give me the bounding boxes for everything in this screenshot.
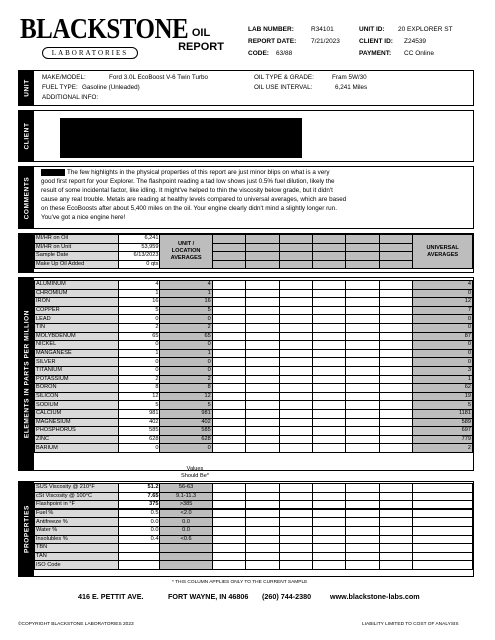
values-should-be-header: Values Should Be*: [181, 466, 209, 479]
element-universal-avg: 0: [413, 358, 473, 367]
element-value: 0: [118, 315, 160, 324]
element-value: 5: [118, 306, 160, 315]
element-value: 4: [118, 281, 160, 290]
make-label: MAKE/MODEL:: [42, 74, 86, 81]
element-name: CHROMIUM: [35, 289, 119, 298]
summary-table: [34, 234, 473, 269]
comment-line-4: cause any real trouble. Metals are reading at healthy levels compared to universal averages, which are based: [41, 196, 347, 203]
property-should-be: 56-63: [160, 484, 212, 493]
property-value: 51.2: [118, 484, 160, 493]
element-unit-avg: 0: [160, 366, 212, 375]
element-name: TITANIUM: [35, 366, 119, 375]
element-value: 12: [118, 392, 160, 401]
property-row: [35, 526, 473, 535]
element-name: SILVER: [35, 358, 119, 367]
element-name: BORON: [35, 384, 119, 393]
property-should-be: [160, 552, 212, 561]
interval-value: 6,241 Miles: [335, 84, 368, 91]
element-unit-avg: 1: [160, 349, 212, 358]
comment-line-5: on these EcoBoosts after about 5,400 miles on the oil. Your engine clearly didn't mind a slightly longer run.: [41, 205, 337, 212]
element-unit-avg: 628: [160, 435, 212, 444]
properties-table: [34, 483, 473, 570]
elements-table: [34, 280, 473, 453]
unit-tab: UNIT: [19, 71, 34, 105]
element-row: [35, 366, 473, 375]
element-unit-avg: 5: [160, 306, 212, 315]
element-value: 2: [118, 375, 160, 384]
comments-section: [18, 166, 474, 229]
report-date-value: 7/21/2023: [311, 38, 340, 45]
property-row: [35, 501, 473, 510]
property-row: [35, 552, 473, 561]
property-should-be: <2.0: [160, 509, 212, 518]
comment-line-6: You've got a nice engine here!: [41, 214, 126, 221]
client-tab: CLIENT: [19, 111, 34, 161]
footer-city: FORT WAYNE, IN 46806: [168, 592, 249, 601]
element-value: 0: [118, 358, 160, 367]
property-value: 0.0: [118, 526, 160, 535]
element-universal-avg: 19: [413, 392, 473, 401]
code-label: CODE:: [248, 50, 269, 57]
unit-section: [18, 70, 474, 106]
property-should-be: 0.0: [160, 518, 212, 527]
element-row: [35, 298, 473, 307]
summary-label: Make Up Oil Added: [35, 260, 119, 269]
element-unit-avg: 0: [160, 444, 212, 453]
element-universal-avg: 697: [413, 427, 473, 436]
element-name: SILICON: [35, 392, 119, 401]
report-title-line2: REPORT: [178, 41, 224, 53]
summary-value: 6,241: [118, 235, 160, 244]
element-name: CALCIUM: [35, 409, 119, 418]
element-unit-avg: 0: [160, 315, 212, 324]
element-value: 981: [118, 409, 160, 418]
property-should-be: 9.1-11.3: [160, 492, 212, 501]
property-name: Insolubles %: [35, 535, 119, 544]
element-row: [35, 341, 473, 350]
summary-tab: [19, 234, 34, 272]
element-universal-avg: 87: [413, 332, 473, 341]
element-universal-avg: 0: [413, 289, 473, 298]
property-row: [35, 535, 473, 544]
element-unit-avg: 0: [160, 358, 212, 367]
element-name: ZINC: [35, 435, 119, 444]
element-unit-avg: 402: [160, 418, 212, 427]
oil-type-value: Fram 5W/30: [332, 74, 367, 81]
element-value: 16: [118, 298, 160, 307]
element-value: 0: [118, 366, 160, 375]
property-name: Flashpoint in °F: [35, 501, 119, 510]
summary-label: MI/HR on Oil: [35, 235, 119, 244]
property-row: [35, 518, 473, 527]
property-value: 0.0: [118, 518, 160, 527]
property-should-be: <0.6: [160, 535, 212, 544]
element-row: [35, 409, 473, 418]
property-value: 375: [118, 501, 160, 510]
property-should-be: 0.0: [160, 526, 212, 535]
element-row: [35, 444, 473, 453]
element-name: POTASSIUM: [35, 375, 119, 384]
property-should-be: [160, 544, 212, 553]
property-value: [118, 552, 160, 561]
element-universal-avg: 2: [413, 444, 473, 453]
element-name: MAGNESIUM: [35, 418, 119, 427]
element-row: [35, 392, 473, 401]
element-name: BARIUM: [35, 444, 119, 453]
property-value: [118, 544, 160, 553]
property-should-be: [160, 561, 212, 570]
element-universal-avg: 12: [413, 298, 473, 307]
element-value: 628: [118, 435, 160, 444]
summary-value: 6/13/2023: [118, 252, 160, 261]
element-row: [35, 418, 473, 427]
element-universal-avg: 779: [413, 435, 473, 444]
element-unit-avg: 16: [160, 298, 212, 307]
footer-liability: LIABILITY LIMITED TO COST OF ANALYSIS: [362, 622, 459, 627]
properties-footnote: * THIS COLUMN APPLIES ONLY TO THE CURRENT SAMPLE: [172, 580, 308, 585]
element-name: MANGANESE: [35, 349, 119, 358]
property-value: 7.65: [118, 492, 160, 501]
lab-number-label: LAB NUMBER:: [248, 26, 294, 33]
property-row: [35, 509, 473, 518]
element-row: [35, 384, 473, 393]
element-name: MOLYBDENUM: [35, 332, 119, 341]
summary-label: Sample Date: [35, 252, 119, 261]
element-name: LEAD: [35, 315, 119, 324]
summary-row: [35, 260, 473, 269]
element-name: COPPER: [35, 306, 119, 315]
element-universal-avg: 0: [413, 323, 473, 332]
element-name: TIN: [35, 323, 119, 332]
elements-tab: ELEMENTS IN PARTS PER MILLION: [19, 278, 34, 470]
client-id-value: Z24539: [404, 38, 427, 45]
redacted-name: [41, 169, 65, 176]
element-universal-avg: 1181: [413, 409, 473, 418]
footer-web[interactable]: www.blackstone-labs.com: [330, 592, 420, 601]
element-row: [35, 323, 473, 332]
element-row: [35, 306, 473, 315]
logo-name: BLACKSTONE: [20, 14, 189, 46]
element-name: NICKEL: [35, 341, 119, 350]
element-name: PHOSPHORUS: [35, 427, 119, 436]
client-id-label: CLIENT ID:: [359, 38, 393, 45]
property-row: [35, 484, 473, 493]
property-name: SUS Viscosity @ 210°F: [35, 484, 119, 493]
element-row: [35, 401, 473, 410]
element-value: 402: [118, 418, 160, 427]
property-name: cSt Viscosity @ 100°C: [35, 492, 119, 501]
summary-row: [35, 243, 473, 252]
element-universal-avg: 4: [413, 281, 473, 290]
element-universal-avg: 1: [413, 375, 473, 384]
element-universal-avg: 589: [413, 418, 473, 427]
summary-label: MI/HR on Unit: [35, 243, 119, 252]
oil-type-label: OIL TYPE & GRADE:: [254, 74, 314, 81]
element-row: [35, 358, 473, 367]
element-universal-avg: 5: [413, 401, 473, 410]
client-section: [18, 110, 474, 162]
element-universal-avg: 0: [413, 349, 473, 358]
payment-label: PAYMENT:: [359, 50, 392, 57]
footer-phone: (260) 744-2380: [262, 592, 312, 601]
property-row: [35, 492, 473, 501]
properties-tab: PROPERTIES: [19, 482, 34, 576]
report-date-label: REPORT DATE:: [248, 38, 297, 45]
element-universal-avg: 0: [413, 341, 473, 350]
element-unit-avg: 5: [160, 401, 212, 410]
element-row: [35, 332, 473, 341]
element-value: 0: [118, 341, 160, 350]
universal-averages-header: UNIVERSAL AVERAGES: [413, 235, 473, 269]
property-should-be: >385: [160, 501, 212, 510]
element-universal-avg: 62: [413, 384, 473, 393]
property-value: 0.5: [118, 509, 160, 518]
make-value: Ford 3.0L EcoBoost V-6 Twin Turbo: [109, 74, 209, 81]
code-value: 63/88: [276, 50, 293, 57]
element-value: 0: [118, 444, 160, 453]
property-name: ISO Code: [35, 561, 119, 570]
footer-copyright: ©COPYRIGHT BLACKSTONE LABORATORIES 2023: [18, 622, 134, 627]
element-unit-avg: 981: [160, 409, 212, 418]
comments-tab: COMMENTS: [19, 167, 34, 228]
element-name: IRON: [35, 298, 119, 307]
redacted-client-block: [60, 118, 302, 158]
element-unit-avg: 12: [160, 392, 212, 401]
property-value: 0.4: [118, 535, 160, 544]
property-name: Fuel %: [35, 509, 119, 518]
lab-number-value: R34101: [311, 26, 334, 33]
element-unit-avg: 65: [160, 332, 212, 341]
element-value: 1: [118, 349, 160, 358]
element-unit-avg: 4: [160, 281, 212, 290]
element-value: 65: [118, 332, 160, 341]
element-row: [35, 289, 473, 298]
comment-line-1: The few highlights in the physical properties of this report are just minor blips on what is a very: [67, 169, 330, 176]
comment-line-2: good first report for your Explorer. The flashpoint reading a tad low shows just 0.5% fuel dilution, likely the: [41, 178, 335, 185]
property-name: Water %: [35, 526, 119, 535]
property-name: TAN: [35, 552, 119, 561]
element-unit-avg: 2: [160, 323, 212, 332]
element-unit-avg: 0: [160, 341, 212, 350]
blackstone-logo: [20, 14, 189, 66]
property-value: [118, 561, 160, 570]
property-name: Antifreeze %: [35, 518, 119, 527]
element-row: [35, 375, 473, 384]
element-value: 585: [118, 427, 160, 436]
element-row: [35, 281, 473, 290]
element-universal-avg: 0: [413, 315, 473, 324]
logo-sub: LABORATORIES: [42, 47, 138, 59]
element-row: [35, 427, 473, 436]
summary-row: [35, 252, 473, 261]
element-row: [35, 315, 473, 324]
element-unit-avg: 585: [160, 427, 212, 436]
report-title-line1: OIL: [191, 27, 211, 39]
unit-id-value: 20 EXPLORER ST: [398, 26, 453, 33]
element-name: SODIUM: [35, 401, 119, 410]
summary-value: 0 qts: [118, 260, 160, 269]
comment-line-3: result of some incidental factor, like idling. It might've helped to thin the viscosity below grade, but it didn't: [41, 187, 333, 194]
element-universal-avg: 3: [413, 366, 473, 375]
footer-street: 416 E. PETTIT AVE.: [78, 592, 144, 601]
element-name: ALUMINUM: [35, 281, 119, 290]
element-unit-avg: 8: [160, 384, 212, 393]
element-row: [35, 435, 473, 444]
payment-value: CC Online: [404, 50, 434, 57]
summary-row: [35, 235, 473, 244]
element-value: 1: [118, 289, 160, 298]
fuel-label: FUEL TYPE:: [42, 84, 78, 91]
property-name: TBN: [35, 544, 119, 553]
interval-label: OIL USE INTERVAL:: [254, 84, 313, 91]
property-row: [35, 561, 473, 570]
fuel-value: Gasoline (Unleaded): [82, 84, 140, 91]
element-value: 5: [118, 401, 160, 410]
unit-averages-header: UNIT / LOCATION AVERAGES: [160, 235, 212, 269]
element-unit-avg: 2: [160, 375, 212, 384]
element-value: 2: [118, 323, 160, 332]
element-value: 8: [118, 384, 160, 393]
element-unit-avg: 1: [160, 289, 212, 298]
unit-id-label: UNIT ID:: [359, 26, 385, 33]
element-row: [35, 349, 473, 358]
summary-value: 53,959: [118, 243, 160, 252]
property-row: [35, 544, 473, 553]
report-title: [170, 26, 232, 54]
element-universal-avg: 7: [413, 306, 473, 315]
additional-info-label: ADDITIONAL INFO:: [42, 94, 99, 101]
